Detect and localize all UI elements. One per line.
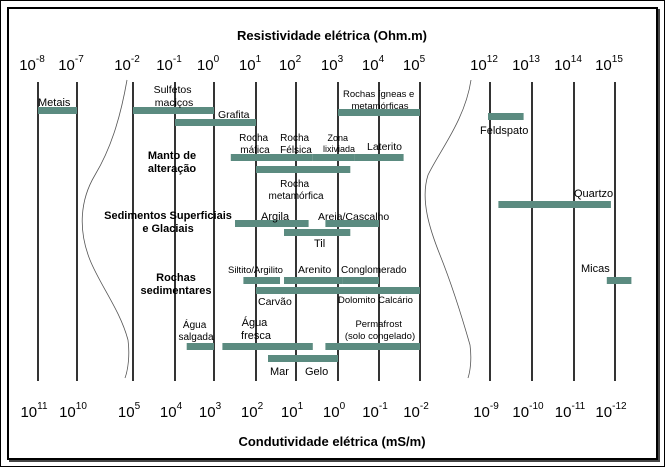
top-tick-label: $10^5$: [402, 54, 426, 74]
group-rochas-sed-label: [141, 272, 212, 297]
bottom-tick-label: $10^{-10}$: [512, 401, 544, 421]
label-zona-lixiviada: Zona lixiviada: [322, 133, 356, 154]
label-agua-salgada: Água salgada: [178, 320, 214, 343]
top-tick-label: $10^3$: [320, 54, 344, 74]
label-sulfetos: Sulfetos maciços: [153, 84, 194, 109]
label-metais: Metais: [38, 97, 71, 109]
bottom-tick-labels: [20, 401, 627, 421]
top-tick-label: $10^{-7}$: [58, 54, 84, 74]
bar-micas: [607, 277, 632, 284]
label-micas: Micas: [581, 263, 610, 275]
bottom-tick-label: $10^{-1}$: [362, 401, 388, 421]
svg-text:sedimentares: sedimentares: [140, 285, 212, 297]
svg-text:Sedimentos Superficiais: Sedimentos Superficiais: [104, 210, 232, 222]
bar-arenito: [284, 277, 342, 284]
label-mar: Mar: [270, 366, 289, 378]
top-tick-label: $10^{-1}$: [156, 54, 182, 74]
label-laterito: Laterito: [367, 141, 403, 153]
bottom-tick-label: $10^{11}$: [20, 401, 48, 421]
bar-siltito-argilito: [243, 277, 280, 284]
top-tick-label: $10^{15}$: [595, 54, 623, 74]
top-title: Resistividade elétrica (Ohm.m): [236, 28, 428, 43]
group-sedimentos-label: [104, 210, 232, 235]
svg-text:alteração: alteração: [147, 163, 197, 175]
left-distribution-curve: [82, 80, 129, 378]
label-rocha-metamorfica: Rocha metamórfica: [268, 179, 324, 202]
label-arenito: Arenito: [298, 264, 332, 276]
bottom-tick-label: $10^1$: [280, 401, 304, 421]
top-tick-label: $10^1$: [238, 54, 262, 74]
label-rocha-mafica: Rocha máfica: [239, 133, 270, 156]
label-til: Til: [314, 238, 326, 250]
top-tick-label: $10^{12}$: [470, 54, 498, 74]
label-argila: Argila: [261, 211, 290, 223]
bottom-tick-label: $10^{10}$: [59, 401, 87, 421]
label-conglomerado: Conglomerado: [341, 265, 407, 276]
top-tick-label: $10^{13}$: [512, 54, 540, 74]
svg-text:Manto de: Manto de: [147, 150, 197, 162]
bottom-tick-label: $10^{-2}$: [403, 401, 429, 421]
label-rochas-igneas: Rochas ígneas e metamórficas: [343, 89, 415, 112]
label-rocha-felsica: Rocha Félsica: [280, 133, 312, 156]
bar-zona-lixiviada: [313, 154, 355, 161]
top-tick-labels: [19, 54, 623, 74]
bottom-tick-label: $10^{-11}$: [554, 401, 586, 421]
label-areia-cascalho: Areia/Cascalho: [318, 211, 390, 223]
bottom-tick-label: $10^{-9}$: [473, 401, 499, 421]
label-carvao: Carvão: [258, 296, 292, 308]
label-agua-fresca: Água fresca: [241, 317, 271, 342]
label-dolomito-calcario: Dolomito Calcário: [338, 295, 413, 306]
bar-agua-fresca: [222, 343, 312, 350]
bar-til: [284, 229, 350, 236]
bottom-tick-label: $10^3$: [198, 401, 222, 421]
bottom-tick-label: $10^2$: [240, 401, 264, 421]
label-feldspato: Feldspato: [480, 125, 529, 137]
bottom-tick-label: $10^0$: [322, 401, 346, 421]
bar-dolomito-calcario: [296, 287, 420, 294]
top-tick-label: $10^0$: [196, 54, 220, 74]
bar-agua-salgada: [187, 343, 214, 350]
svg-text:Rochas: Rochas: [156, 272, 196, 284]
bottom-title: Condutividade elétrica (mS/m): [238, 434, 426, 449]
label-siltito-argilito: Siltito/Argilito: [228, 265, 283, 276]
group-manto-label: [148, 150, 197, 175]
top-tick-label: $10^{14}$: [554, 54, 582, 74]
bottom-tick-label: $10^4$: [159, 401, 183, 421]
bar-permafrost: [325, 343, 420, 350]
bar-feldspato: [488, 113, 524, 120]
svg-text:e Glaciais: e Glaciais: [142, 223, 194, 235]
top-tick-label: $10^2$: [278, 54, 302, 74]
label-permafrost: Permafrost (solo congelado): [344, 319, 416, 342]
bottom-tick-label: $10^{-12}$: [595, 401, 627, 421]
bar-laterito: [354, 154, 403, 161]
label-grafita: Grafita: [218, 109, 250, 121]
bottom-tick-label: $10^5$: [117, 401, 141, 421]
top-tick-label: $10^{-8}$: [19, 54, 45, 74]
right-distribution-curve: [425, 80, 471, 378]
label-gelo: Gelo: [305, 366, 329, 378]
top-tick-label: $10^{-2}$: [114, 54, 140, 74]
bar-mar-gelo: [268, 355, 338, 362]
top-tick-label: $10^4$: [361, 54, 385, 74]
label-quartzo: Quartzo: [574, 188, 614, 200]
bar-quartzo: [498, 201, 611, 208]
bar-rocha-metamorfica: [256, 166, 350, 173]
bar-conglomerado: [342, 277, 379, 284]
